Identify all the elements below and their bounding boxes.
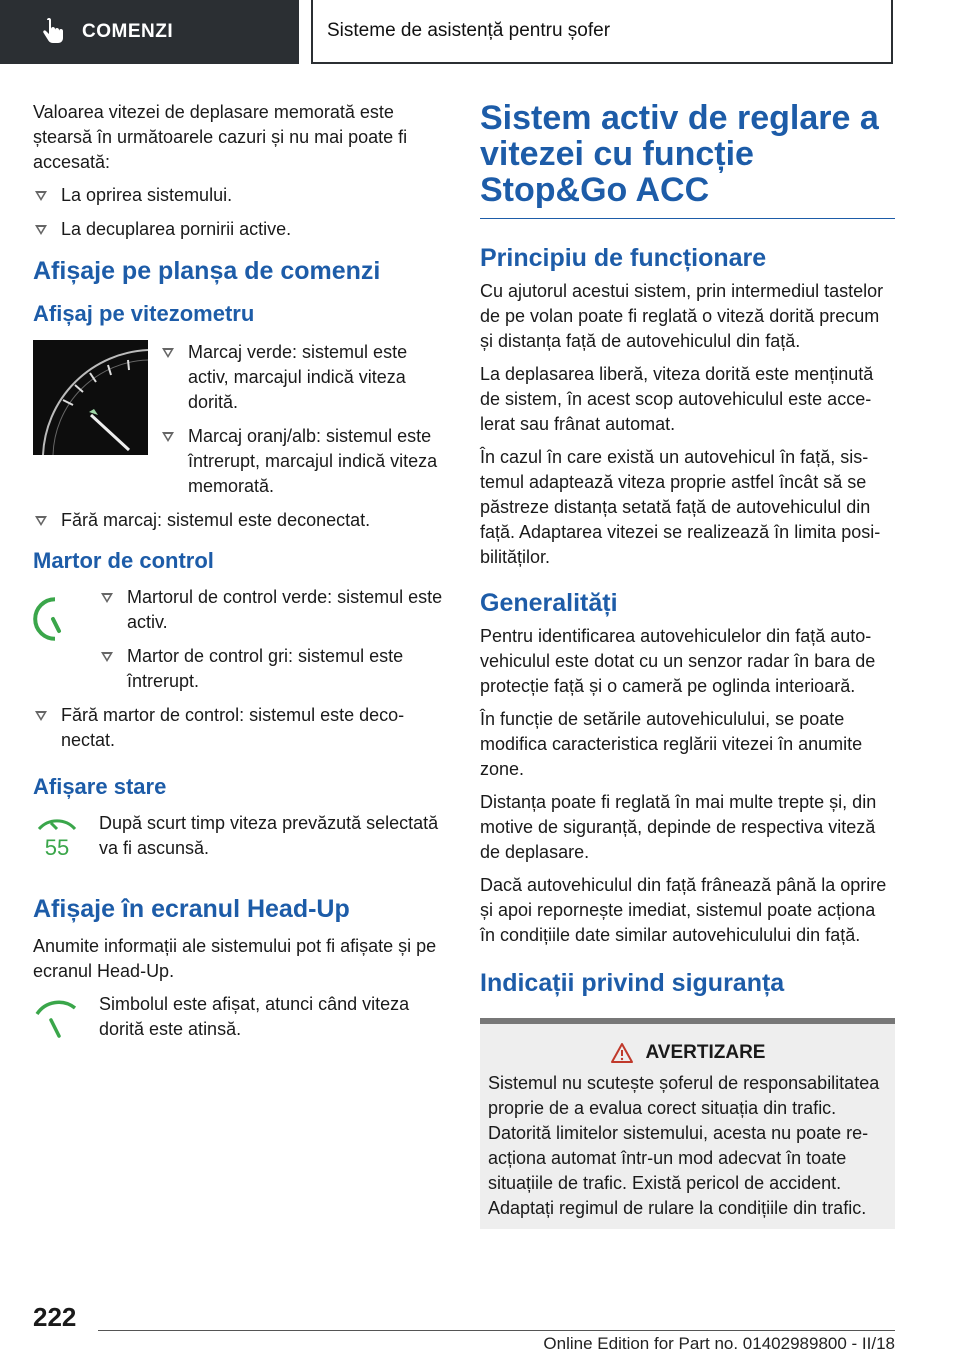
footer-edition: Online Edition for Part no. 01402989800 - II/18 (543, 1334, 895, 1353)
section-main-title: Sistem activ de reglare a vitezei cu funcție Stop&Go ACC (480, 100, 895, 219)
warning-text: Sistemul nu scutește șoferul de responsabilitatea proprie de a evalua corect situația din trafic. Datorită limitelor sistemului, acesta nu poate reacționa automat într-un mod adecvat în toate situațiile de trafic. Există pericol de accident. Adaptați regimul de rulare la condițiile din trafic. (488, 1073, 880, 1218)
hand-pointer-icon (38, 17, 68, 47)
warning-title: AVERTIZARE (645, 1042, 766, 1063)
speed-status-icon (33, 811, 83, 861)
heading-cockpit-displays: Afișaje pe planșa de comenzi (33, 257, 381, 285)
warning-triangle-icon (610, 1042, 634, 1064)
intro-paragraph: Valoarea vitezei de deplasare memorată este ștearsă în următoarele cazuri și nu mai poate fi accesată: (33, 102, 408, 172)
general-paragraph: Pentru identificarea autovehiculelor din față autovehiculul este dotat cu un senzor radar în bara de protecție față și o cameră pe oglinda interioară. (480, 626, 876, 696)
left-column (33, 100, 451, 1051)
heading-head-up-display: Afișaje în ecranul Head-Up (33, 895, 350, 923)
status-text: După scurt timp viteza prevăzută selectată va fi ascunsă. (99, 813, 439, 858)
list-item: Martorul de control verde: sistemul este activ. (99, 585, 451, 635)
list-item: La oprirea sistemului. (33, 183, 451, 208)
hud-block (33, 992, 451, 1051)
principle-paragraph: În cazul în care există un autovehicul în față, sistemul adaptează viteza proprie astfel încât să se păstreze distanța setată față de autovehiculul din față. Adaptarea vitezei se realizează în limita posibilităților. (480, 447, 881, 567)
status-block (33, 811, 451, 868)
chapter-tab-label: COMENZI (82, 21, 174, 42)
hud-speed-reached-icon (33, 998, 79, 1044)
heading-indicator-light: Martor de control (33, 548, 214, 573)
section-title-text: Sisteme de asistență pentru șofer (327, 20, 611, 41)
status-icon-wrap (33, 811, 99, 868)
cruise-control-indicator-icon (33, 597, 77, 641)
hud-icon-wrap (33, 992, 99, 1051)
section-title (311, 0, 893, 64)
speedometer-block (33, 340, 451, 508)
general-paragraph: Distanța poate fi reglată în mai multe trepte și, din motive de siguranță, depinde de respectiva viteză de deplasare. (480, 792, 877, 862)
list-item: Martor de control gri: sistemul este întrerupt. (99, 644, 451, 694)
heading-general: Generalități (480, 589, 618, 617)
heading-speedometer-display: Afișaj pe vitezometru (33, 301, 255, 326)
indicator-icon-wrap (33, 585, 99, 648)
list-item: Marcaj verde: sistemul este activ, marcajul indică viteza dorită. (160, 340, 451, 415)
right-column (480, 100, 895, 1229)
list-item: Fără martor de control: sistemul este deconectat. (33, 703, 451, 753)
heading-operating-principle: Principiu de funcționare (480, 244, 767, 272)
status-icon-number: 55 (44, 835, 70, 860)
warning-box (480, 1018, 895, 1229)
general-paragraph: Dacă autovehiculul din față frânează până la oprire și apoi repornește imediat, sistemul poate acționa în condițiile date similar autovehiculului din față. (480, 875, 887, 945)
hud-paragraph: Anumite informații ale sistemului pot fi afișate și pe ecranul Head-Up. (33, 936, 437, 981)
heading-safety-notes: Indicații privind siguranța (480, 969, 785, 997)
warning-header (488, 1040, 887, 1065)
list-item: Fără marcaj: sistemul este deconectat. (33, 508, 451, 533)
chapter-tab[interactable] (0, 0, 299, 64)
list-item: Marcaj oranj/alb: sistemul este întrerupt, marcajul indică viteza memorată. (160, 424, 451, 499)
footer-divider (98, 1330, 895, 1331)
heading-status-display: Afișare stare (33, 774, 167, 799)
hud-symbol-text: Simbolul este afișat, atunci când viteza dorită este atinsă. (99, 994, 410, 1039)
page-number: 222 (33, 1302, 77, 1332)
list-item: La decuplarea pornirii active. (33, 217, 451, 242)
indicator-block (33, 585, 451, 703)
principle-paragraph: Cu ajutorul acestui sistem, prin intermediul tastelor de pe volan poate fi reglată o viteză dorită precum și distanța față de autovehiculul din față. (480, 281, 884, 351)
principle-paragraph: La deplasarea liberă, viteza dorită este menținută de sistem, în acest scop autovehiculul este accelerat sau frânat automat. (480, 364, 874, 434)
speedometer-image (33, 340, 148, 455)
general-paragraph: În funcție de setările autovehiculului, se poate modifica caracteristica reglării vitezei în anumite zone. (480, 709, 863, 779)
